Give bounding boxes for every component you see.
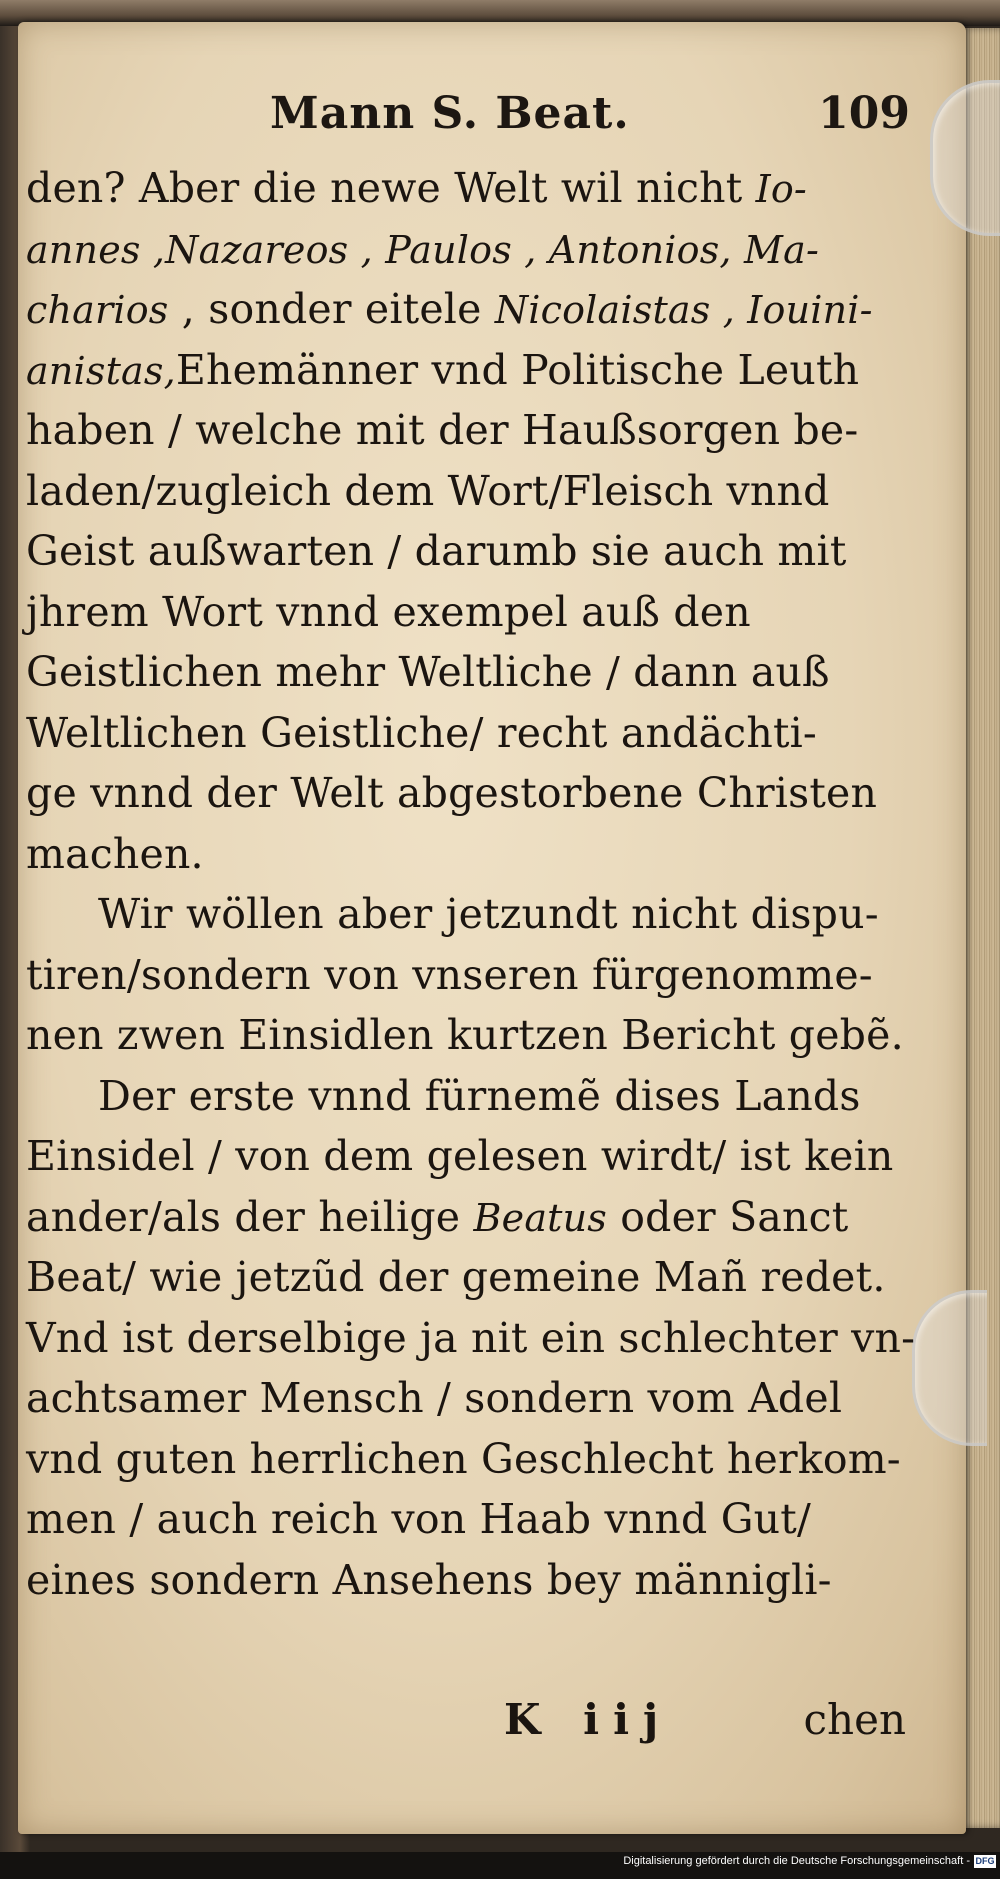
text-line <box>26 1429 916 1490</box>
text-segment: Einsidel / von dem gelesen wirdt/ ist kein <box>26 1132 894 1180</box>
text-line <box>26 1187 916 1248</box>
text-segment: vnd guten herrlichen Geschlecht herkom- <box>26 1434 901 1483</box>
text-segment: Beat/ wie jetzũd der gemeine Mañ redet. <box>26 1253 886 1301</box>
text-segment: Weltlichen Geistliche/ recht andächti- <box>26 708 817 757</box>
text-line <box>26 1066 916 1127</box>
text-segment: laden/zugleich dem Wort/Fleisch vnnd <box>26 466 830 515</box>
text-segment: Geistlichen mehr Weltliche / dann auß <box>26 648 830 696</box>
text-line <box>26 400 916 461</box>
text-segment: jhrem Wort vnnd exempel auß den <box>26 587 751 636</box>
text-line <box>26 945 916 1006</box>
text-segment: nen zwen Einsidlen kurtzen Bericht gebẽ. <box>26 1011 904 1059</box>
text-line <box>26 884 916 945</box>
text-segment: Vnd ist derselbige ja nit ein schlechter vn- <box>26 1313 916 1362</box>
text-segment: Wir wöllen aber jetzundt nicht dispu- <box>98 890 879 938</box>
latin-text-segment: annes ,Nazareos , Paulos , Antonios, Ma- <box>26 227 819 272</box>
latin-text-segment: Beatus <box>473 1195 608 1240</box>
text-line <box>26 1247 916 1308</box>
text-line <box>26 279 916 340</box>
latin-text-segment: anistas, <box>26 348 176 393</box>
text-segment: oder Sanct <box>607 1192 849 1241</box>
text-line <box>26 1005 916 1066</box>
text-line <box>26 763 916 824</box>
catchword: chen <box>803 1695 906 1744</box>
text-line <box>26 1308 916 1369</box>
text-segment: Geist außwarten / darumb sie auch mit <box>26 527 847 575</box>
text-segment: tiren/sondern von vnseren fürgenomme- <box>26 950 873 999</box>
text-segment: Der erste vnnd fürnemẽ dises Lands <box>98 1071 861 1120</box>
page-number: 109 <box>818 88 910 139</box>
text-segment: den? Aber die newe Welt wil nicht <box>26 164 756 212</box>
text-segment: haben / welche mit der Haußsorgen be- <box>26 406 859 454</box>
signature-mark: K iij <box>504 1695 673 1744</box>
dfg-logo: DFG <box>975 1856 995 1866</box>
text-line <box>26 824 916 885</box>
page-footer <box>26 1695 916 1755</box>
text-line <box>26 1550 916 1611</box>
latin-text-segment: charios <box>26 288 169 332</box>
body-text <box>26 158 916 1610</box>
funding-credit: Digitalisierung gefördert durch die Deutsche Forschungsgemeinschaft - <box>623 1855 970 1867</box>
latin-text-segment: Nicolaistas , Iouini- <box>494 288 873 332</box>
text-line <box>26 703 916 764</box>
running-head: Mann S. Beat. <box>270 88 630 139</box>
text-segment: Ehemänner vnd Politische Leuth <box>175 345 860 394</box>
text-segment: men / auch reich von Haab vnnd Gut/ <box>26 1495 811 1543</box>
latin-text-segment: Io- <box>755 167 807 211</box>
text-line <box>26 642 916 703</box>
text-segment: machen. <box>26 829 204 878</box>
text-line <box>26 219 916 280</box>
text-line <box>26 158 916 219</box>
text-segment: ander/als der heilige <box>26 1192 474 1241</box>
text-line <box>26 521 916 582</box>
text-line <box>26 461 916 522</box>
text-segment: achtsamer Mensch / sondern vom Adel <box>26 1374 843 1422</box>
text-segment: eines sondern Ansehens bey männigli- <box>26 1555 832 1604</box>
book-fore-edge <box>960 28 1000 1828</box>
text-line <box>26 1126 916 1187</box>
text-segment: , sonder eitele <box>168 285 495 333</box>
text-line <box>26 340 916 401</box>
page-header <box>270 88 910 158</box>
text-line <box>26 582 916 643</box>
text-line <box>26 1368 916 1429</box>
text-line <box>26 1489 916 1550</box>
text-segment: ge vnnd der Welt abgestorbene Christen <box>26 769 878 817</box>
